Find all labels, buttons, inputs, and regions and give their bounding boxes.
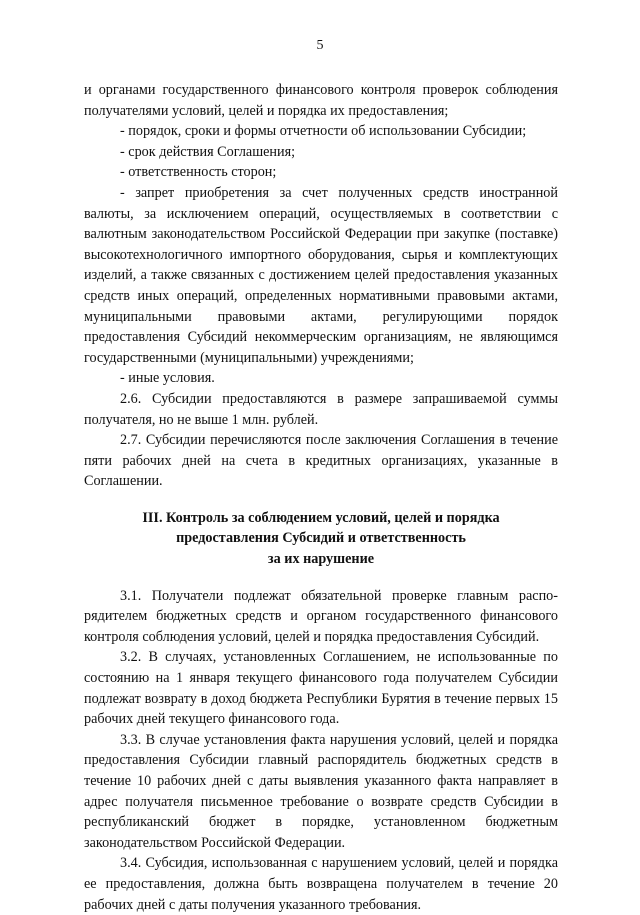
list-continuation: и органами государственного финансового контроля проверок соблюдения получателями условий, целей и порядка их предоставления;	[84, 82, 558, 119]
section-heading-line: III. Контроль за соблюдением условий, целей и порядка	[142, 509, 500, 526]
list-item: - запрет приобретения за счет полученных средств иностранной валюты, за исключением операций, осуществляемых в соответствии с валютным законодательством Российской Федерации при закупке (поставке) высокотехнологичного импортного оборудования, сырья и комплектующих изделий, а также связанных с достижением целей предоставления указанных средств иных операций, определенных нормативными правовыми актами, муниципальными правовыми актами, регулирующими порядок предоставления Субсидий некоммерческим организациям, не являющимся государственными (муниципальными) учреждениями;	[84, 184, 558, 366]
section-heading-line: предоставления Субсидий и ответственность	[176, 530, 466, 547]
paragraph-2-6: 2.6. Субсидии предоставляются в размере запрашиваемой суммы получателя, но не выше 1 млн. рублей.	[84, 390, 558, 428]
list-item: - срок действия Соглашения;	[120, 143, 296, 160]
list-item: - иные условия.	[120, 370, 215, 387]
paragraph-3-2: 3.2. В случаях, установленных Соглашением, не использованные по состоянию на 1 января текущего финансового года получателем Субсидии подлежат возврату в доход бюджета Республики Бурятия в течение первых 15 рабочих дней текущего финансового года.	[84, 649, 558, 728]
page-number: 5	[316, 38, 324, 53]
paragraph-2-7: 2.7. Субсидии перечисляются после заключения Соглашения в течение пяти рабочих дней на счета в кредитных организациях, указанные в Соглашении.	[84, 432, 558, 490]
list-item: - ответственность сторон;	[120, 164, 277, 181]
paragraph-3-1: 3.1. Получатели подлежат обязательной проверке главным распорядителем бюджетных средств и органом государственного финансового контроля соблюдения условий, целей и порядка предоставления Субсидий.	[84, 587, 558, 645]
list-item: - порядок, сроки и формы отчетности об использовании Субсидии;	[120, 123, 527, 140]
section-heading-line: за их нарушение	[267, 551, 375, 568]
document-body	[84, 80, 558, 915]
section-heading	[84, 508, 558, 570]
paragraph-3-3: 3.3. В случае установления факта нарушения условий, целей и порядка предоставления Субсидии главный распорядитель бюджетных средств в течение 10 рабочих дней с даты выявления указанного факта направляет в адрес получателя письменное требование о возврате средств Субсидии в республиканский бюджет в порядке, установленном бюджетным законодательством Российской Федерации.	[84, 731, 558, 851]
paragraph-3-4: 3.4. Субсидия, использованная с нарушением условий, целей и порядка ее предоставления, должна быть возвращена получателем в течение 20 рабочих дней с даты получения указанного требования.	[84, 855, 558, 913]
